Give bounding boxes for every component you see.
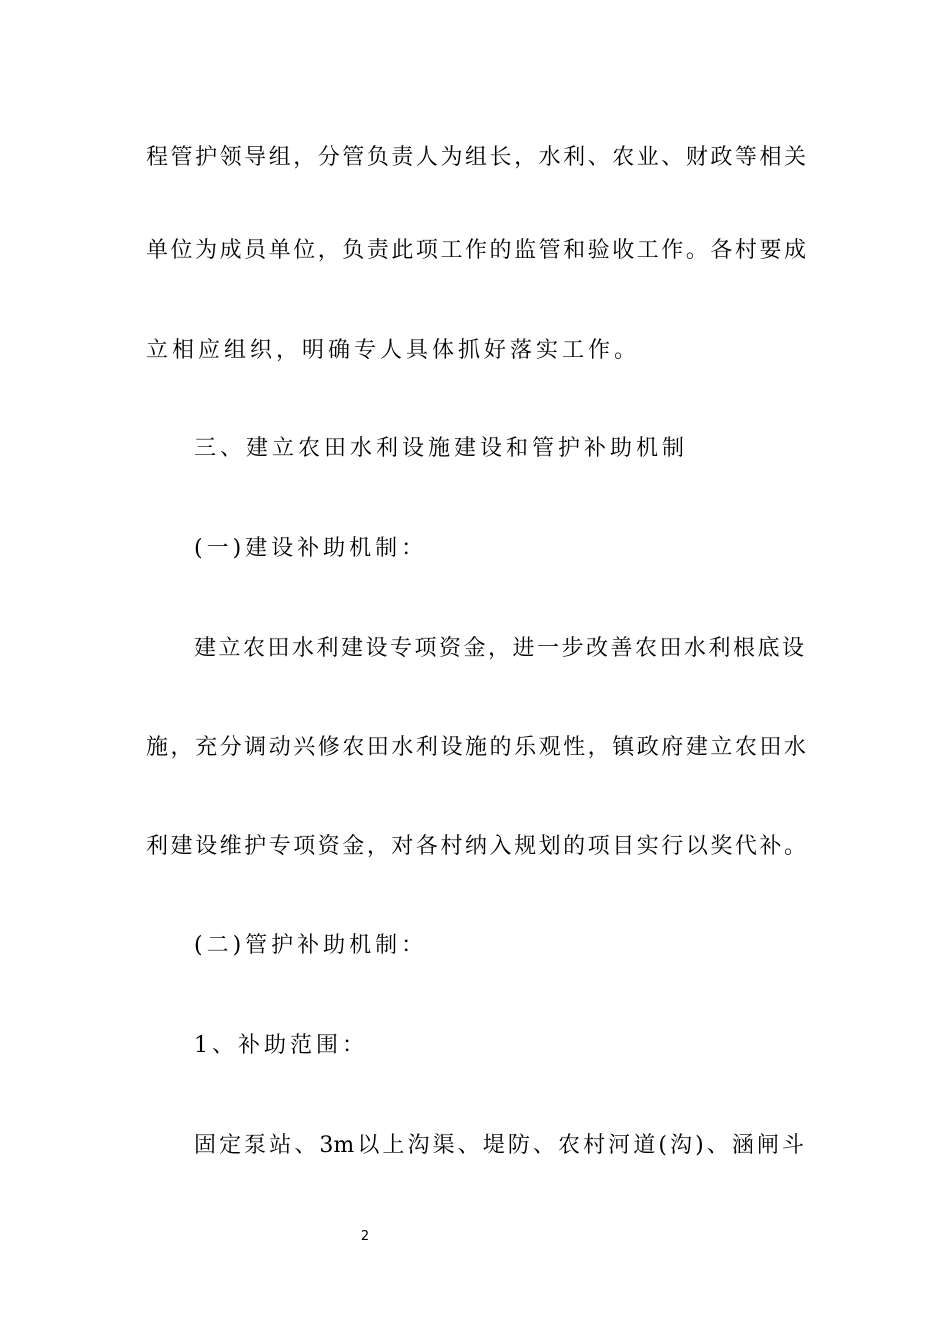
- paragraph-line-1: 程管护领导组，分管负责人为组长，水利、农业、财政等相关: [146, 145, 806, 170]
- paragraph-line-7: 固定泵站、3m以上沟渠、堤防、农村河道(沟)、涵闸斗: [194, 1133, 804, 1158]
- paragraph-line-6: 利建设维护专项资金，对各村纳入规划的项目实行以奖代补。: [146, 834, 806, 859]
- subsection-heading-1: (一)建设补助机制：: [194, 536, 428, 561]
- paragraph-line-4: 建立农田水利建设专项资金，进一步改善农田水利根底设: [194, 636, 804, 661]
- item-heading-1: 1、补助范围：: [194, 1033, 368, 1058]
- page-number: 2: [360, 1229, 370, 1244]
- paragraph-line-3: 立相应组织，明确专人具体抓好落实工作。: [146, 338, 641, 363]
- paragraph-line-2: 单位为成员单位，负责此项工作的监管和验收工作。各村要成: [146, 238, 806, 263]
- paragraph-line-5: 施，充分调动兴修农田水利设施的乐观性，镇政府建立农田水: [146, 735, 806, 760]
- subsection-heading-2: (二)管护补助机制：: [194, 933, 428, 958]
- section-heading-3: 三、建立农田水利设施建设和管护补助机制: [194, 436, 689, 461]
